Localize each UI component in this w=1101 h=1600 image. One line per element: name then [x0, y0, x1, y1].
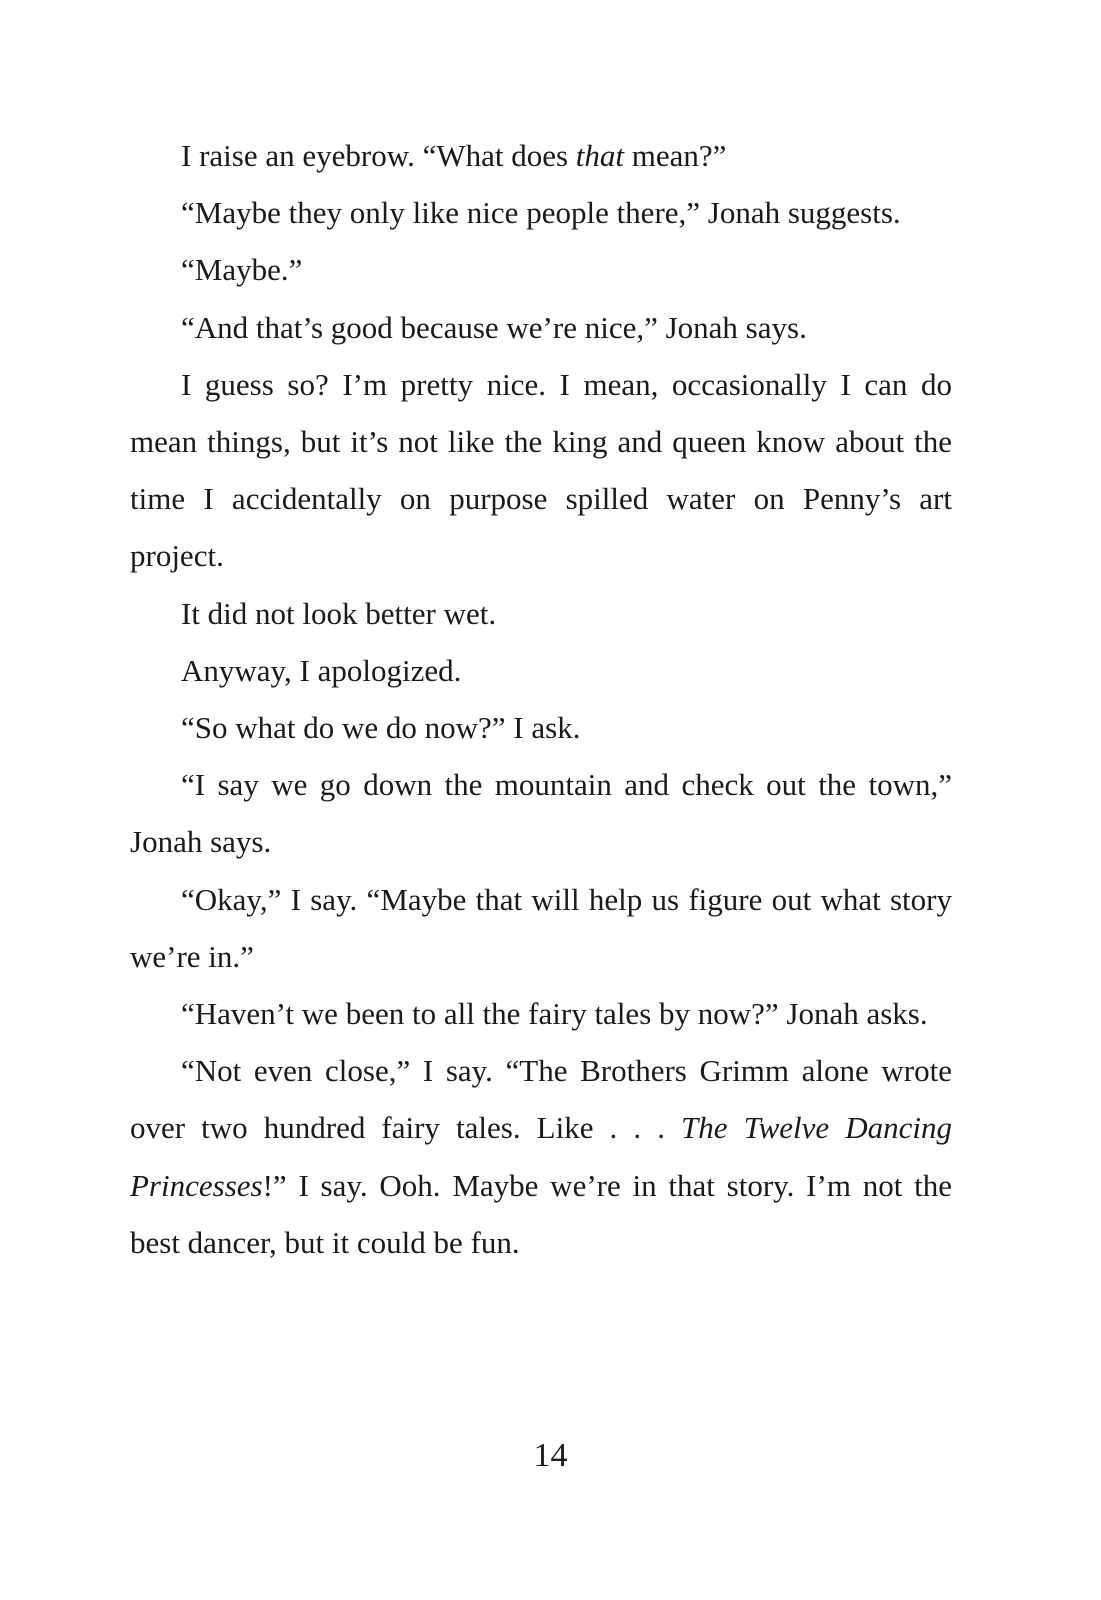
- text-segment: “Not even close,” I say. “The Brothers Grimm alone wrote over two hundred fairy tales. Like . . .: [130, 1053, 952, 1146]
- text-segment: “Maybe they only like nice people there,” Jonah suggests.: [181, 195, 901, 231]
- paragraph: [130, 985, 952, 1042]
- text-segment: mean?”: [624, 138, 727, 173]
- italic-text: that: [575, 138, 625, 173]
- text-segment: I raise an eyebrow. “What does: [181, 138, 576, 173]
- paragraph: [130, 356, 952, 585]
- paragraph: [130, 184, 952, 241]
- italic-text: The Twelve Dancing Princesses: [130, 1110, 952, 1203]
- paragraph: [130, 699, 952, 756]
- text-segment: “Haven’t we been to all the fairy tales by now?” Jonah asks.: [181, 996, 928, 1032]
- text-segment: “So what do we do now?” I ask.: [181, 710, 581, 746]
- paragraph: [130, 756, 952, 870]
- paragraph: [130, 1042, 952, 1271]
- text-segment: I guess so? I’m pretty nice. I mean, occasionally I can do mean things, but it’s not like the king and queen know about the time I accidentally on purpose spilled water on Penny’s art project.: [130, 366, 952, 574]
- text-segment: !” I say. Ooh. Maybe we’re in that story. I’m not the best dancer, but it could be fun.: [130, 1167, 952, 1260]
- paragraph: [130, 585, 952, 642]
- paragraph: [130, 127, 952, 184]
- paragraph: [130, 241, 952, 298]
- paragraph: [130, 642, 952, 699]
- text-segment: “Okay,” I say. “Maybe that will help us figure out what story we’re in.”: [130, 881, 952, 974]
- paragraph: [130, 299, 952, 356]
- text-segment: Anyway, I apologized.: [181, 652, 462, 688]
- body-text: [130, 127, 952, 1271]
- page-number: 14: [533, 1437, 568, 1474]
- paragraph: [130, 871, 952, 985]
- text-segment: “And that’s good because we’re nice,” Jonah says.: [181, 309, 807, 345]
- text-segment: “I say we go down the mountain and check out the town,” Jonah says.: [130, 767, 952, 860]
- text-segment: “Maybe.”: [181, 252, 303, 288]
- text-segment: It did not look better wet.: [181, 595, 497, 631]
